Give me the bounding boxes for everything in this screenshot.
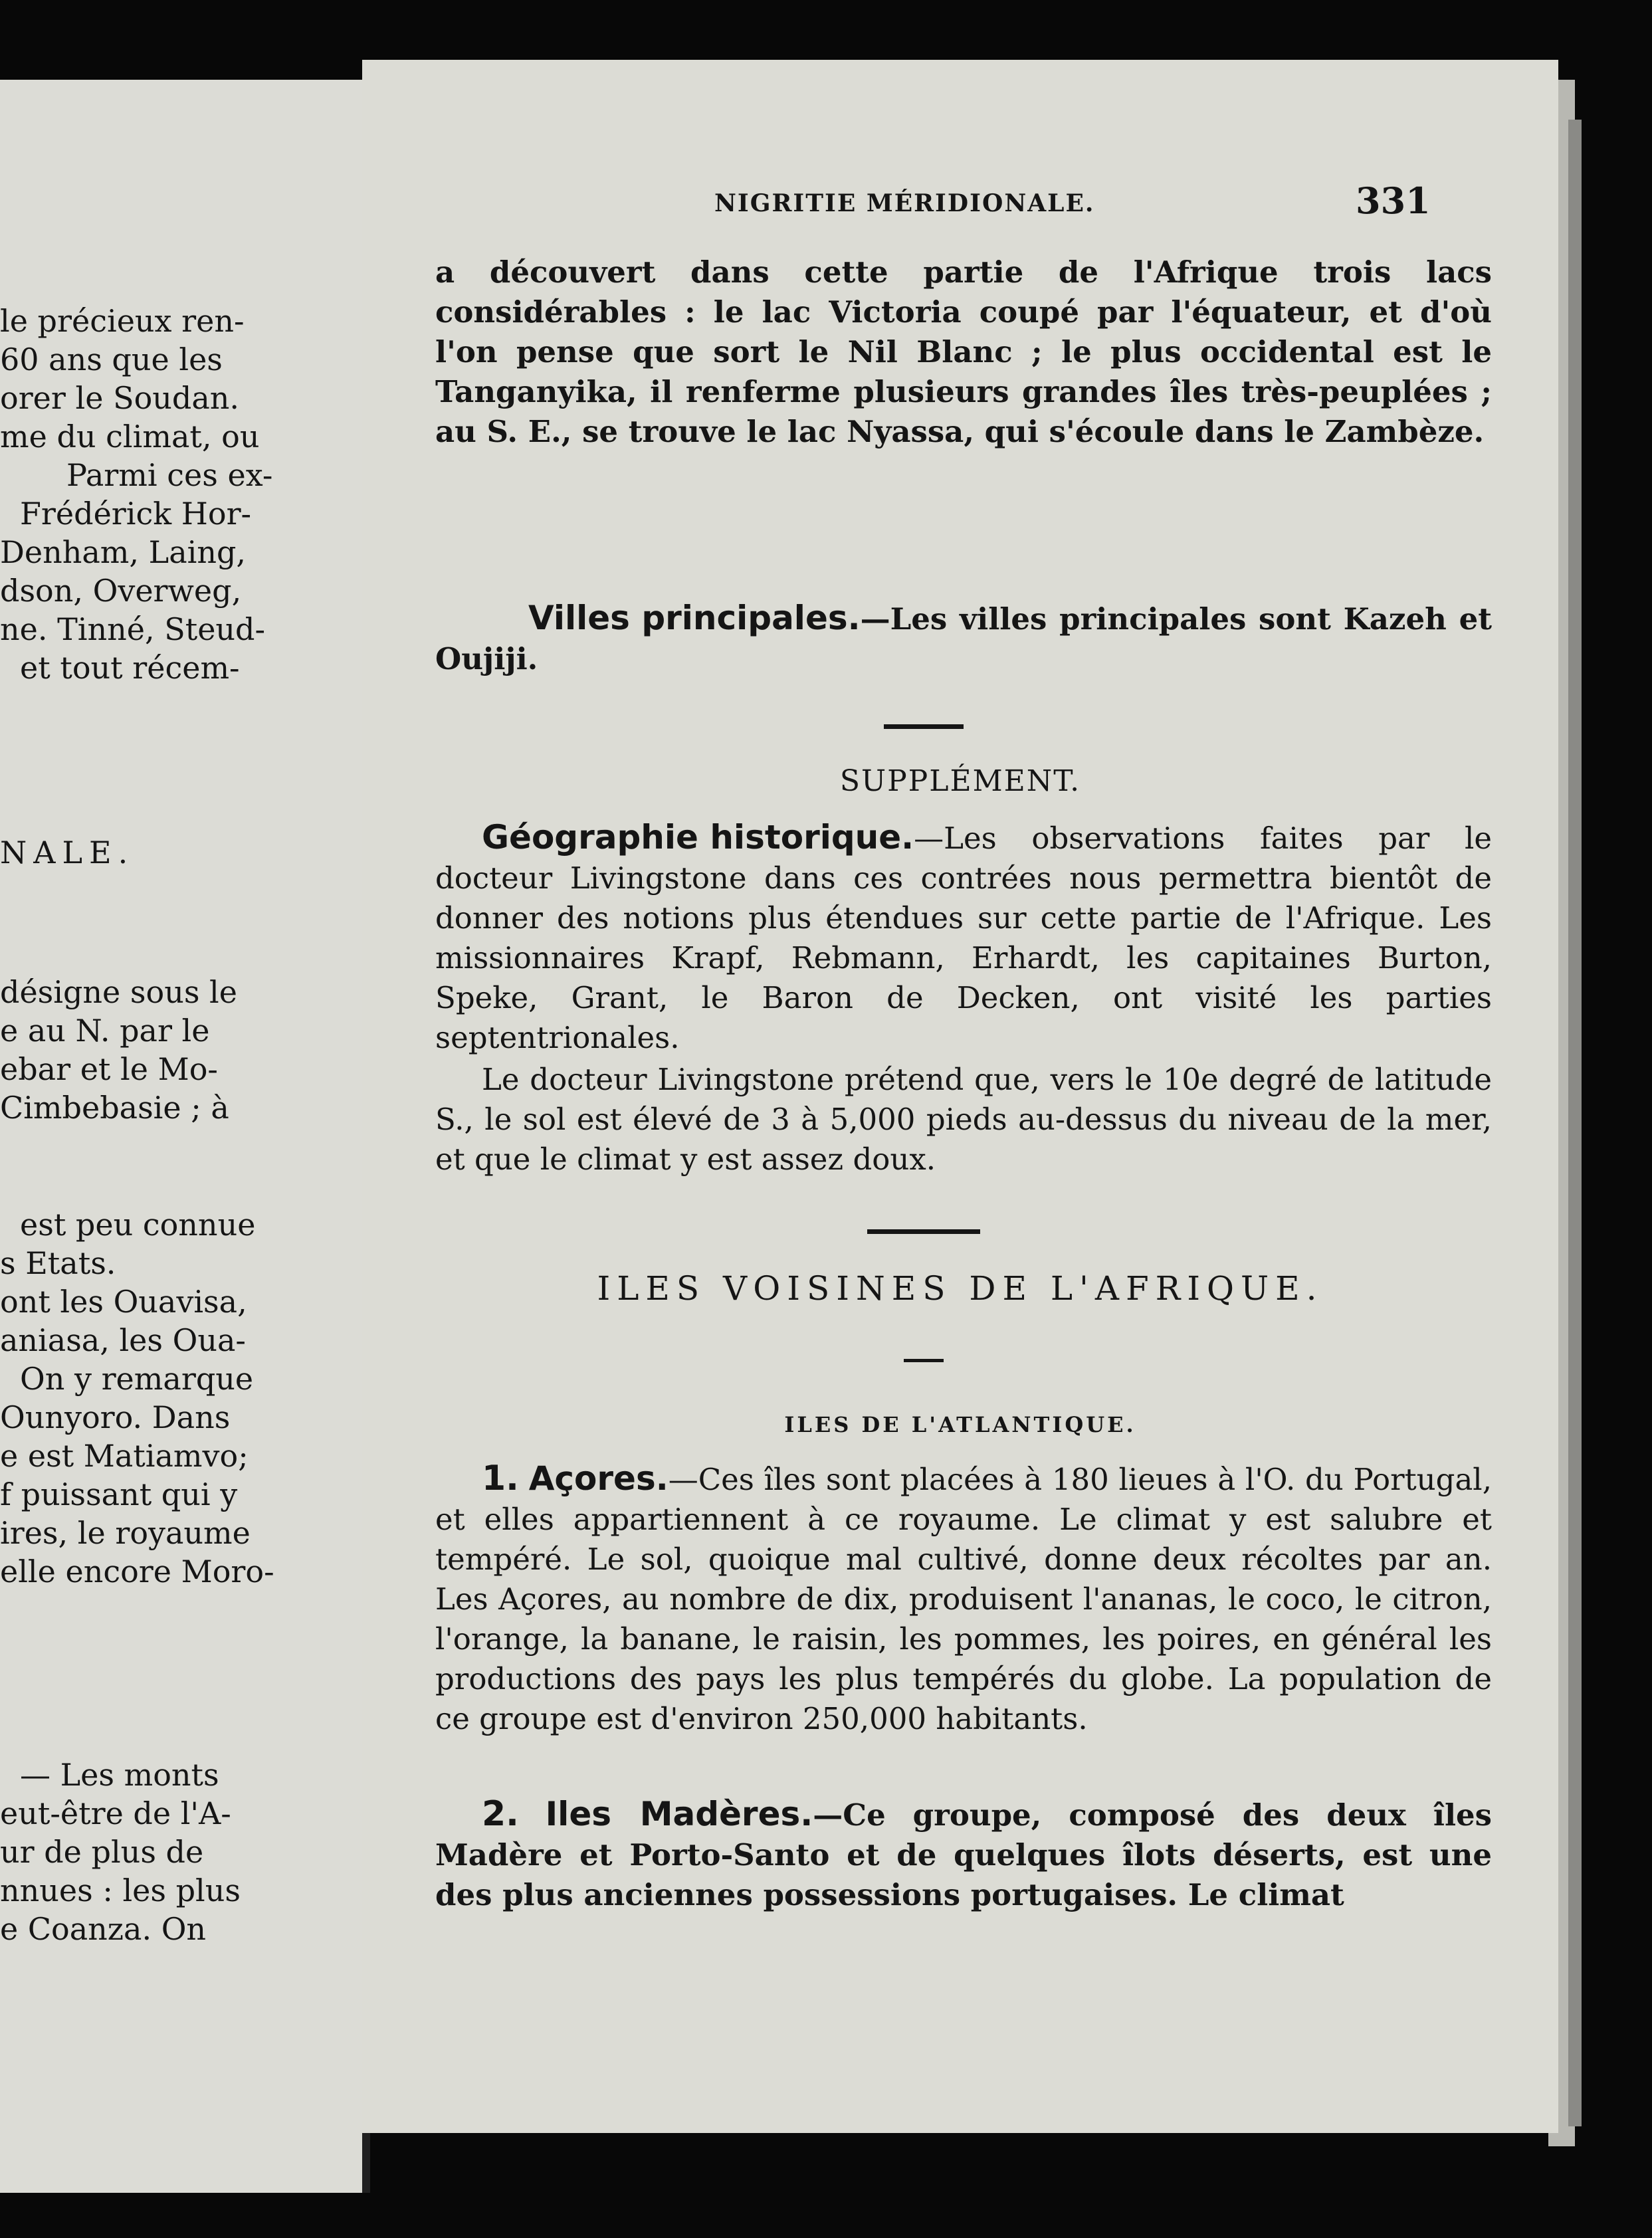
- paragraph-villes: [435, 598, 1492, 679]
- left-line: nnues : les plus: [0, 1873, 241, 1908]
- left-line: et tout récem-: [20, 650, 240, 686]
- left-line: elle encore Moro-: [0, 1554, 274, 1589]
- left-line: On y remarque: [20, 1361, 254, 1397]
- section-rule: [867, 1229, 980, 1234]
- section-rule: [884, 724, 964, 729]
- left-line: e est Matiamvo;: [0, 1438, 249, 1474]
- left-line: désigne sous le: [0, 974, 237, 1010]
- iles-voisines-heading: ILES VOISINES DE L'AFRIQUE.: [597, 1269, 1324, 1308]
- section-rule: [904, 1359, 944, 1362]
- left-line: Parmi ces ex-: [66, 457, 273, 493]
- left-line: s Etats.: [0, 1245, 116, 1281]
- iles-atlantique-heading: ILES DE L'ATLANTIQUE.: [784, 1412, 1136, 1437]
- villes-text: —Les villes principales sont Kazeh et Oujiji.: [435, 601, 1492, 676]
- geographie-text: —Les observations faites par le docteur Livingstone dans ces contrées nous permettra bientôt de donner des notions plus étendues sur cette partie de l'Afrique. Les missionnaires Krapf, Rebmann, Erhardt, les capitaines Burton, Speke, Grant, le Baron de Decken, ont visité les parties septentrionales.: [435, 821, 1492, 1055]
- left-line: ur de plus de: [0, 1834, 204, 1870]
- acores-heading: Açores.: [528, 1459, 669, 1498]
- left-line: Denham, Laing,: [0, 534, 247, 570]
- supplement-heading: SUPPLÉMENT.: [839, 764, 1081, 798]
- left-line: eut-être de l'A-: [0, 1795, 231, 1831]
- left-line: est peu connue: [20, 1207, 256, 1243]
- left-heading: NALE.: [0, 835, 135, 870]
- left-line: Frédérick Hor-: [20, 496, 252, 532]
- paragraph-acores: [435, 1459, 1492, 1739]
- left-line: ne. Tinné, Steud-: [0, 611, 266, 647]
- right-page: [362, 60, 1558, 2133]
- villes-heading: Villes principales.: [528, 599, 861, 637]
- maderes-text: —Ce groupe, composé des deux îles Madère et Porto-Santo et de quelques îlots déserts, est une des plus anciennes possessions portugaises. Le climat: [435, 1797, 1493, 1912]
- left-line: aniasa, les Oua-: [0, 1322, 246, 1358]
- maderes-heading: Iles Madères.: [545, 1795, 813, 1833]
- left-line: me du climat, ou: [0, 419, 260, 455]
- left-line: e Coanza. On: [0, 1911, 207, 1947]
- left-line: e au N. par le: [0, 1013, 210, 1049]
- left-line: orer le Soudan.: [0, 380, 240, 416]
- paragraph-maderes: [435, 1794, 1492, 1915]
- section-number: 2.: [482, 1794, 519, 1834]
- left-facing-page: [0, 80, 362, 2193]
- page-edge-shadow: [1568, 120, 1582, 2126]
- running-title: NIGRITIE MÉRIDIONALE.: [714, 189, 1095, 217]
- geographie-heading: Géographie historique.: [482, 818, 914, 857]
- left-line: Ounyoro. Dans: [0, 1399, 231, 1435]
- paragraph-geographie: [435, 817, 1492, 1058]
- page-number: 331: [1356, 179, 1431, 222]
- left-line: Cimbebasie ; à: [0, 1090, 229, 1126]
- left-line: ires, le royaume: [0, 1515, 251, 1551]
- section-number: 1.: [482, 1459, 519, 1498]
- left-line: le précieux ren-: [0, 303, 245, 339]
- paragraph-lakes: a découvert dans cette partie de l'Afrique trois lacs considérables : le lac Victoria coupé par l'équateur, et d'où l'on pense que sort le Nil Blanc ; le plus occidental est le Tanganyika, il renferme plusieurs grandes îles très-peuplées ; au S. E., se trouve le lac Nyassa, qui s'écoule dans le Zambèze.: [435, 254, 1492, 449]
- left-line: ebar et le Mo-: [0, 1051, 218, 1087]
- paragraph-livingstone: Le docteur Livingstone prétend que, vers le 10e degré de latitude S., le sol est élevé de 3 à 5,000 pieds au-dessus du niveau de la mer, et que le climat y est assez doux.: [435, 1062, 1492, 1177]
- left-line: f puissant qui y: [0, 1476, 238, 1512]
- left-line: 60 ans que les: [0, 342, 223, 377]
- left-line: — Les monts: [20, 1757, 219, 1793]
- left-line: dson, Overweg,: [0, 573, 242, 609]
- left-line: ont les Ouavisa,: [0, 1284, 247, 1320]
- acores-text: —Ces îles sont placées à 180 lieues à l'O. du Portugal, et elles appartiennent à ce royaume. Le climat y est salubre et tempéré. Le sol, quoique mal cultivé, donne deux récoltes par an. Les Açores, au nombre de dix, produisent l'ananas, le coco, le citron, l'orange, la banane, le raisin, les pommes, les poires, en général les productions des pays les plus tempérés du globe. La population de ce groupe est d'environ 250,000 habitants.: [435, 1462, 1492, 1736]
